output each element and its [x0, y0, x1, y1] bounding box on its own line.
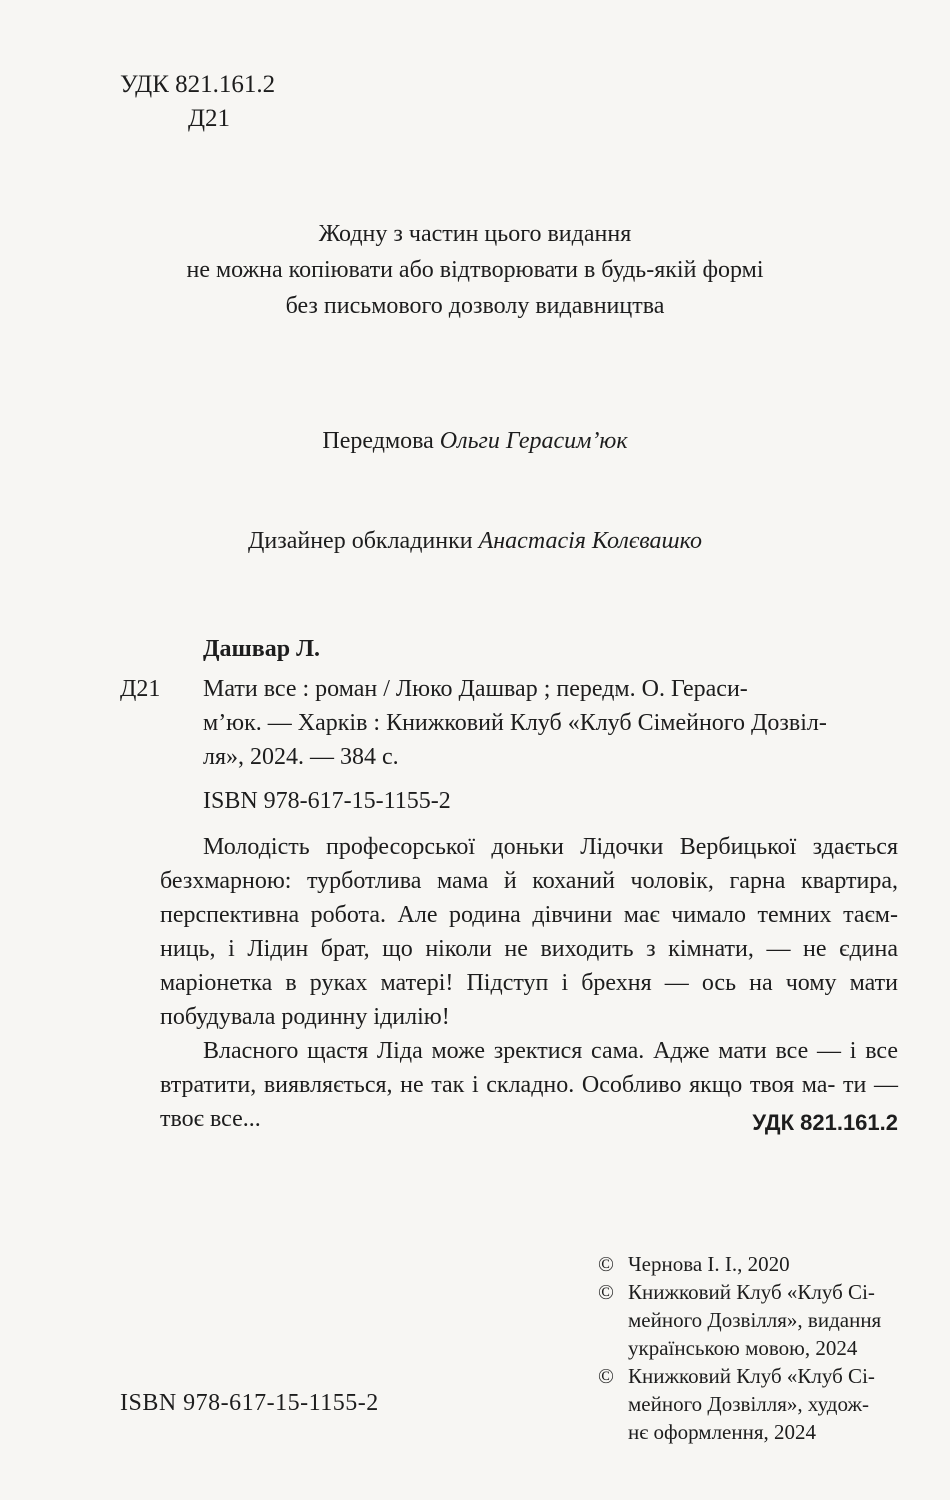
notice-line: Жодну з частин цього видання: [318, 221, 632, 247]
foreword-credit: [0, 428, 950, 455]
copyright-line: нє оформлення, 2024: [628, 1420, 817, 1444]
annotation: [160, 830, 898, 1136]
copyright-notice: [0, 216, 950, 324]
copyright-line: Чернова І. І., 2020: [628, 1252, 790, 1276]
record-line: м’юк. — Харків : Книжковий Клуб «Клуб Сімейного Дозвіл-: [203, 710, 827, 736]
annotation-line: маріонетка в руках матері! Підступ і брехня — ось на чому мати: [160, 970, 898, 996]
catalog-code: Д21: [120, 676, 161, 702]
copyright-symbol: ©: [598, 1280, 614, 1304]
annotation-line: перспективна робота. Але родина дівчини має чимало темних таєм-: [160, 902, 898, 928]
annotation-paragraph-1: [160, 830, 898, 1034]
notice-line: без письмового дозволу видавництва: [285, 293, 665, 319]
annotation-line: Власного щастя Ліда може зректися сама. Адже мати все — і все: [203, 1038, 898, 1064]
designer-name: Анастасія Колєвашко: [478, 528, 702, 554]
annotation-line: Молодість професорської доньки Лідочки Вербицької здається: [203, 834, 898, 860]
copyright-entry: [598, 1362, 898, 1446]
copyright-text: [628, 1362, 898, 1446]
designer-credit: [0, 528, 950, 555]
isbn-footer: ISBN 978-617-15-1155-2: [120, 1390, 379, 1416]
copyright-line: Книжковий Клуб «Клуб Сі-: [628, 1280, 875, 1304]
annotation-line: ти — твоє все...: [160, 1072, 899, 1132]
copyright-symbol: ©: [598, 1252, 614, 1276]
annotation-line: безхмарною: турботлива мама й коханий чоловік, гарна квартира,: [160, 868, 898, 894]
copyright-line: мейного Дозвілля», видання: [628, 1308, 882, 1332]
copyright-block: [598, 1250, 898, 1446]
bibliographic-record: [203, 672, 898, 774]
show-through-title: [262, 360, 293, 487]
copyright-line: Книжковий Клуб «Клуб Сі-: [628, 1364, 875, 1388]
copyright-line: українською мовою, 2024: [628, 1336, 858, 1360]
record-line: Мати все : роман / Люко Дашвар ; передм. О. Гераси-: [203, 676, 748, 702]
copyright-entry: [598, 1250, 898, 1278]
copyright-entry: [598, 1278, 898, 1362]
notice-line: не можна копіювати або відтворювати в будь-якій формі: [186, 257, 764, 283]
designer-label: Дизайнер обкладинки: [248, 528, 473, 554]
copyright-line: мейного Дозвілля», худож-: [628, 1392, 869, 1416]
udk-code: УДК 821.161.2: [120, 71, 276, 98]
catalog-isbn: ISBN 978-617-15-1155-2: [203, 788, 451, 814]
annotation-line: ниць, і Лідин брат, що ніколи не виходить з кімнати, — не єдина: [160, 936, 898, 962]
author-mark: Д21: [188, 105, 231, 132]
udk-footer: УДК 821.161.2: [752, 1110, 898, 1135]
foreword-author: Ольги Герасим’юк: [439, 428, 628, 454]
annotation-line: втратити, виявляється, не так і складно. Особливо якщо твоя ма-: [160, 1072, 836, 1098]
foreword-label: Передмова: [322, 428, 434, 454]
copyright-text: [628, 1278, 898, 1362]
copyright-symbol: ©: [598, 1364, 614, 1388]
annotation-line: побудувала родинну ідилію!: [160, 1004, 450, 1030]
udk-header: [120, 68, 275, 136]
catalog-author: Дашвар Л.: [203, 636, 320, 662]
record-line: ля», 2024. — 384 с.: [203, 744, 399, 770]
copyright-text: [628, 1250, 898, 1278]
